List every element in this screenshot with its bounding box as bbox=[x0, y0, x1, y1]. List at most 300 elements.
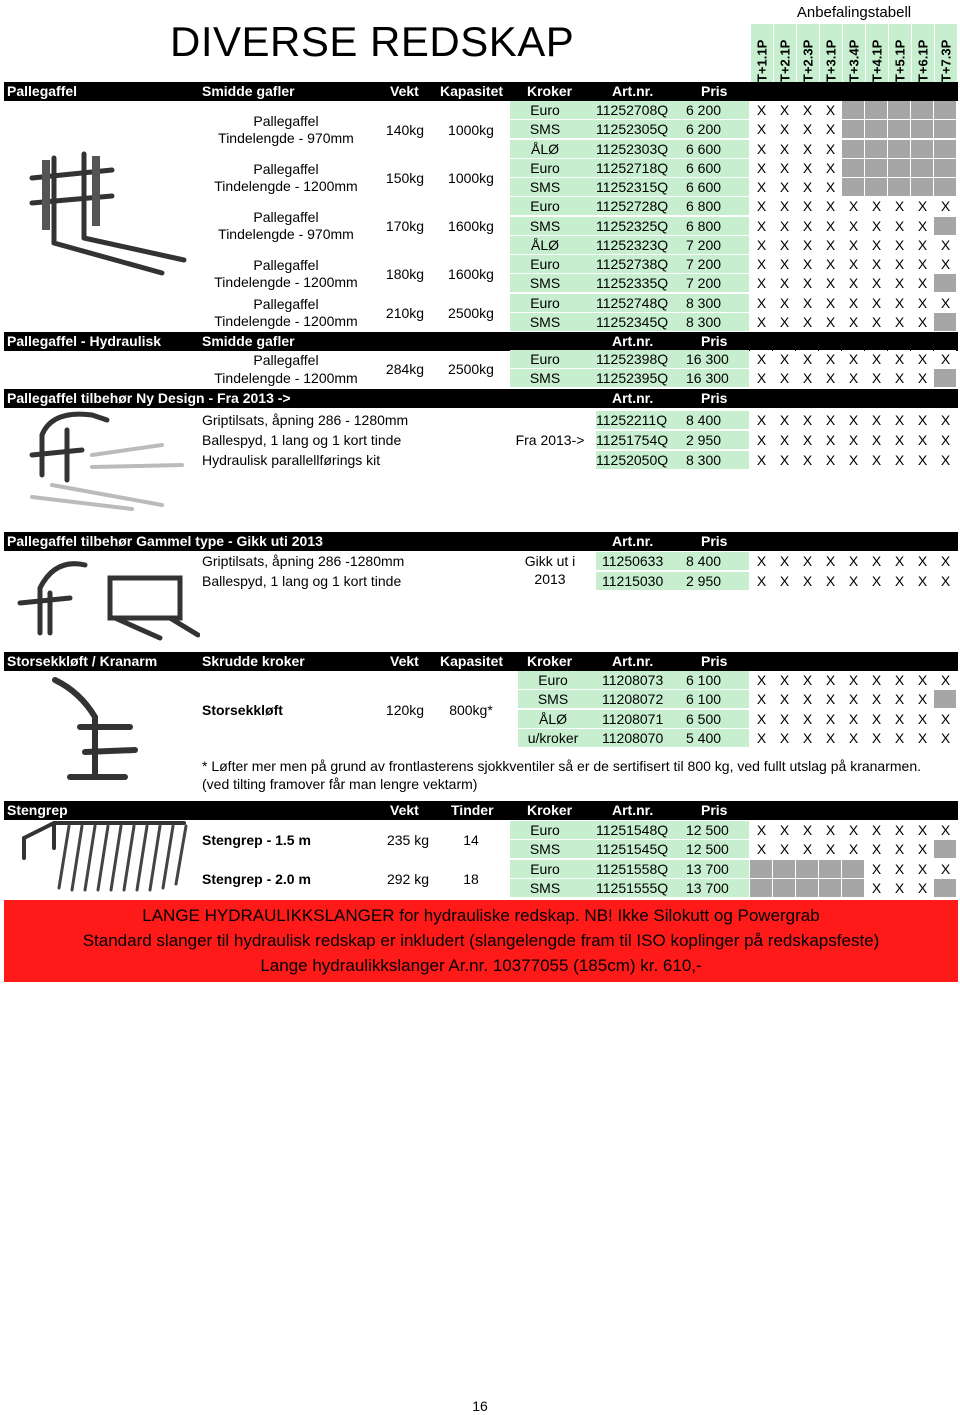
compat-cell bbox=[888, 159, 910, 177]
compat-mark: X bbox=[917, 294, 928, 311]
pris-cell: 7 200 bbox=[686, 256, 722, 272]
tractor-column bbox=[773, 24, 796, 84]
compat-mark: X bbox=[779, 256, 790, 272]
compat-mark: X bbox=[756, 351, 767, 367]
compat-cell bbox=[750, 860, 772, 878]
compat-mark: X bbox=[917, 553, 928, 569]
pris-cell: 6 600 bbox=[686, 179, 722, 195]
header-kapasitet: Kapasitet bbox=[440, 653, 504, 669]
compat-mark: X bbox=[871, 710, 882, 727]
compat-mark: X bbox=[802, 294, 813, 311]
header-artnr: Art.nr. bbox=[612, 333, 654, 349]
tractor-label: T+3.1P bbox=[823, 39, 839, 82]
compat-mark: X bbox=[940, 729, 951, 746]
tractor-label: T+1.1P bbox=[754, 39, 770, 82]
artnr-cell: 11252728Q bbox=[596, 198, 669, 215]
kroker-cell: Euro bbox=[530, 822, 560, 838]
tractor-columns bbox=[750, 24, 958, 84]
compat-mark: X bbox=[802, 179, 813, 195]
artnr-cell: 11252211Q bbox=[596, 412, 668, 428]
compat-cell bbox=[865, 178, 887, 196]
artnr-cell: 11215030 bbox=[602, 573, 664, 589]
artnr-cell: 11252395Q bbox=[596, 370, 669, 387]
header-type: Smidde gafler bbox=[202, 83, 295, 99]
tractor-column bbox=[750, 24, 773, 84]
compat-mark: X bbox=[756, 841, 767, 858]
artnr-cell: 11252303Q bbox=[596, 140, 669, 157]
header-pris: Pris bbox=[701, 533, 728, 549]
artnr-cell: 11250633 bbox=[602, 553, 664, 569]
compat-mark: X bbox=[848, 432, 859, 448]
compat-mark: X bbox=[779, 159, 790, 176]
kroker-cell: SMS bbox=[529, 179, 561, 195]
compat-mark: X bbox=[917, 729, 928, 746]
accessory-desc: Griptilsats, åpning 286 - 1280mm bbox=[202, 412, 409, 428]
pris-cell: 5 400 bbox=[686, 729, 722, 746]
header-vekt: Vekt bbox=[390, 802, 419, 818]
vekt-cell: 120kg bbox=[385, 702, 425, 718]
kroker-cell: SMS bbox=[529, 841, 561, 858]
product-length: Tindelengde - 1200mm bbox=[214, 312, 358, 329]
compat-cell bbox=[842, 101, 864, 119]
compat-mark: X bbox=[825, 198, 836, 215]
compat-mark: X bbox=[756, 729, 767, 746]
vekt-cell: 150kg bbox=[385, 170, 425, 186]
gikk-label-2: 2013 bbox=[534, 571, 566, 587]
compat-cell bbox=[911, 159, 933, 177]
compat-mark: X bbox=[756, 313, 767, 330]
header-type: Smidde gafler bbox=[202, 333, 295, 349]
compat-mark: X bbox=[894, 729, 905, 746]
kapasitet-cell: 1000kg bbox=[448, 170, 494, 186]
kroker-cell: SMS bbox=[529, 370, 561, 387]
compat-mark: X bbox=[894, 412, 905, 428]
compat-mark: X bbox=[894, 294, 905, 311]
product-name: Pallegaffel bbox=[253, 161, 319, 177]
compat-mark: X bbox=[825, 553, 836, 569]
pris-cell: 12 500 bbox=[686, 822, 729, 838]
compat-mark: X bbox=[779, 236, 790, 253]
tractor-column bbox=[865, 24, 888, 84]
header-pris: Pris bbox=[701, 390, 728, 406]
section-header-storsekkloft bbox=[4, 652, 958, 671]
footnote: * Løfter mer men på grund av frontlasterens sjokkventiler så er de sertifisert til 800 kg, ved fullt utslag på kranarmen. bbox=[202, 758, 921, 774]
kapasitet-cell: 2500kg bbox=[448, 361, 494, 377]
product-length: Tindelengde - 1200mm bbox=[214, 178, 358, 194]
pris-cell: 12 500 bbox=[686, 841, 729, 858]
product-name: Pallegaffel bbox=[253, 209, 319, 226]
section-header-pallegaffel bbox=[4, 82, 958, 101]
vekt-cell: 210kg bbox=[385, 304, 425, 321]
compat-mark: X bbox=[802, 159, 813, 176]
pris-cell: 6 800 bbox=[686, 198, 722, 215]
compat-mark: X bbox=[871, 370, 882, 387]
artnr-cell: 11208071 bbox=[602, 710, 664, 727]
pris-cell: 6 200 bbox=[686, 121, 722, 138]
accessory-desc: Hydraulisk parallellførings kit bbox=[202, 452, 381, 468]
compat-mark: X bbox=[779, 102, 790, 118]
compat-mark: X bbox=[894, 313, 905, 330]
compat-mark: X bbox=[779, 691, 790, 708]
pris-cell: 2 950 bbox=[686, 573, 722, 589]
compat-cell bbox=[842, 879, 864, 897]
compat-mark: X bbox=[940, 822, 951, 838]
compat-mark: X bbox=[779, 432, 790, 448]
compat-mark: X bbox=[779, 452, 790, 468]
kroker-cell: Euro bbox=[530, 294, 560, 311]
header-artnr: Art.nr. bbox=[612, 533, 654, 549]
compat-mark: X bbox=[825, 452, 836, 468]
compat-mark: X bbox=[802, 672, 813, 688]
compat-mark: X bbox=[802, 256, 813, 272]
compat-mark: X bbox=[848, 691, 859, 708]
compat-mark: X bbox=[756, 822, 767, 838]
artnr-cell: 11208073 bbox=[602, 672, 664, 688]
kroker-cell: ÅLØ bbox=[530, 236, 559, 253]
page-number: 16 bbox=[472, 1398, 488, 1414]
compat-cell bbox=[773, 860, 795, 878]
compat-mark: X bbox=[756, 256, 767, 272]
compat-cell bbox=[934, 217, 956, 235]
tractor-column bbox=[911, 24, 934, 84]
compat-mark: X bbox=[917, 822, 928, 838]
section-header-hydraulisk bbox=[4, 332, 958, 351]
tractor-column bbox=[842, 24, 865, 84]
compat-mark: X bbox=[917, 217, 928, 234]
artnr-cell: 11252708Q bbox=[596, 102, 669, 118]
pris-cell: 6 500 bbox=[686, 710, 722, 727]
product-name: Pallegaffel bbox=[253, 295, 319, 312]
compat-mark: X bbox=[802, 710, 813, 727]
compat-mark: X bbox=[848, 294, 859, 311]
artnr-cell: 11252345Q bbox=[596, 313, 669, 330]
compat-cell bbox=[934, 120, 956, 138]
compat-mark: X bbox=[825, 217, 836, 234]
compat-mark: X bbox=[871, 553, 882, 569]
tractor-label: T+2.3P bbox=[800, 39, 816, 82]
product-length: Tindelengde - 970mm bbox=[218, 129, 354, 146]
compat-mark: X bbox=[917, 256, 928, 272]
compat-mark: X bbox=[848, 217, 859, 234]
tractor-label: T+3.4P bbox=[846, 39, 862, 82]
stengrep-image bbox=[14, 818, 194, 898]
compat-mark: X bbox=[848, 236, 859, 253]
artnr-cell: 11251545Q bbox=[596, 841, 669, 858]
gikk-label-1: Gikk ut i bbox=[524, 553, 576, 569]
vekt-cell: 170kg bbox=[385, 218, 425, 235]
pris-cell: 7 200 bbox=[686, 236, 722, 253]
artnr-cell: 11208072 bbox=[602, 691, 664, 708]
banner-line-2: Standard slanger til hydraulisk redskap er inkludert (slangelengde fram til ISO koplinger på redskapsfeste) bbox=[82, 931, 880, 950]
pris-cell: 13 700 bbox=[686, 879, 729, 896]
compat-mark: X bbox=[871, 573, 882, 589]
footnote: (ved tilting framover får man lengre vektarm) bbox=[202, 776, 478, 792]
compat-mark: X bbox=[894, 370, 905, 387]
compat-mark: X bbox=[779, 121, 790, 138]
compat-mark: X bbox=[825, 351, 836, 367]
header-pris: Pris bbox=[701, 83, 728, 99]
compat-cell bbox=[934, 879, 956, 897]
compat-mark: X bbox=[802, 370, 813, 387]
compat-mark: X bbox=[894, 452, 905, 468]
compat-cell bbox=[911, 140, 933, 158]
compat-cell bbox=[750, 879, 772, 897]
compat-mark: X bbox=[802, 140, 813, 157]
compat-cell bbox=[934, 274, 956, 292]
compat-cell bbox=[773, 879, 795, 897]
kroker-cell: Euro bbox=[530, 198, 560, 215]
compat-mark: X bbox=[871, 217, 882, 234]
vekt-cell: 235 kg bbox=[386, 832, 430, 848]
compat-mark: X bbox=[848, 553, 859, 569]
compat-mark: X bbox=[756, 121, 767, 138]
compat-mark: X bbox=[940, 710, 951, 727]
compat-mark: X bbox=[779, 179, 790, 195]
compat-mark: X bbox=[779, 140, 790, 157]
compat-mark: X bbox=[894, 573, 905, 589]
tinder-cell: 14 bbox=[463, 832, 479, 848]
storsekkloft-image bbox=[40, 672, 150, 792]
compat-cell bbox=[934, 369, 956, 387]
compat-mark: X bbox=[871, 198, 882, 215]
compat-mark: X bbox=[825, 159, 836, 176]
compat-mark: X bbox=[940, 573, 951, 589]
compat-mark: X bbox=[779, 275, 790, 292]
compat-mark: X bbox=[917, 841, 928, 858]
page-title: DIVERSE REDSKAP bbox=[170, 18, 575, 65]
kroker-cell: Euro bbox=[530, 159, 560, 176]
compat-mark: X bbox=[894, 275, 905, 292]
compat-mark: X bbox=[756, 370, 767, 387]
compat-mark: X bbox=[825, 729, 836, 746]
compat-mark: X bbox=[940, 553, 951, 569]
compat-cell bbox=[888, 101, 910, 119]
compat-mark: X bbox=[825, 841, 836, 858]
compat-mark: X bbox=[871, 294, 882, 311]
vekt-cell: 180kg bbox=[385, 266, 425, 283]
compat-mark: X bbox=[848, 841, 859, 858]
kroker-cell: SMS bbox=[529, 121, 561, 138]
artnr-cell: 11251754Q bbox=[596, 432, 669, 448]
tractor-column bbox=[819, 24, 842, 84]
compat-mark: X bbox=[756, 294, 767, 311]
pris-cell: 2 950 bbox=[686, 432, 722, 448]
compat-mark: X bbox=[848, 313, 859, 330]
compat-mark: X bbox=[825, 294, 836, 311]
section-header-gammel-type bbox=[4, 532, 958, 551]
compat-mark: X bbox=[894, 217, 905, 234]
compat-mark: X bbox=[940, 256, 951, 272]
compat-mark: X bbox=[940, 412, 951, 428]
header-product: Pallegaffel bbox=[7, 83, 78, 99]
kapasitet-cell: 800kg* bbox=[449, 702, 493, 718]
header-artnr: Art.nr. bbox=[612, 83, 654, 99]
compat-mark: X bbox=[802, 573, 813, 589]
kroker-cell: SMS bbox=[529, 217, 561, 234]
compat-mark: X bbox=[825, 672, 836, 688]
compat-mark: X bbox=[779, 412, 790, 428]
header-artnr: Art.nr. bbox=[612, 802, 654, 818]
fra-label: Fra 2013-> bbox=[515, 432, 585, 448]
compat-mark: X bbox=[802, 121, 813, 138]
compat-cell bbox=[911, 101, 933, 119]
header-kapasitet: Kapasitet bbox=[440, 83, 504, 99]
header-vekt: Vekt bbox=[390, 83, 419, 99]
pris-cell: 6 100 bbox=[686, 691, 722, 708]
compat-mark: X bbox=[894, 236, 905, 253]
header-type: Skrudde kroker bbox=[202, 653, 305, 669]
compat-mark: X bbox=[825, 432, 836, 448]
gammel-type-accessory-image bbox=[10, 553, 200, 648]
kapasitet-cell: 1600kg bbox=[448, 266, 494, 283]
compat-mark: X bbox=[871, 691, 882, 708]
artnr-cell: 11252050Q bbox=[596, 452, 669, 468]
header-vekt: Vekt bbox=[390, 653, 419, 669]
header-product: Pallegaffel tilbehør Gammel type - Gikk uti 2013 bbox=[7, 533, 323, 549]
compat-mark: X bbox=[848, 822, 859, 838]
compat-mark: X bbox=[917, 452, 928, 468]
artnr-cell: 11252323Q bbox=[596, 236, 669, 253]
compat-mark: X bbox=[756, 102, 767, 118]
vekt-cell: 284kg bbox=[385, 361, 425, 377]
compat-mark: X bbox=[825, 691, 836, 708]
compat-mark: X bbox=[917, 351, 928, 367]
header-product: Pallegaffel tilbehør Ny Design - Fra 2013 -> bbox=[7, 390, 291, 406]
compat-mark: X bbox=[917, 879, 928, 896]
compat-mark: X bbox=[779, 573, 790, 589]
hydraulic-hoses-banner bbox=[4, 900, 958, 982]
kroker-cell: ÅLØ bbox=[538, 710, 567, 727]
accessory-desc: Ballespyd, 1 lang og 1 kort tinde bbox=[202, 432, 402, 448]
pris-cell: 6 600 bbox=[686, 159, 722, 176]
tractor-label: T+4.1P bbox=[869, 39, 885, 82]
kroker-cell: SMS bbox=[529, 275, 561, 292]
compat-mark: X bbox=[871, 860, 882, 877]
compat-mark: X bbox=[940, 236, 951, 253]
accessory-desc: Ballespyd, 1 lang og 1 kort tinde bbox=[202, 573, 402, 589]
compat-mark: X bbox=[779, 841, 790, 858]
compat-mark: X bbox=[756, 198, 767, 215]
compat-mark: X bbox=[802, 351, 813, 367]
vekt-cell: 292 kg bbox=[386, 870, 430, 887]
pris-cell: 6 600 bbox=[686, 140, 722, 157]
banner-line-1: LANGE HYDRAULIKKSLANGER for hydrauliske redskap. NB! Ikke Silokutt og Powergrab bbox=[142, 906, 820, 925]
compat-mark: X bbox=[848, 256, 859, 272]
compat-cell bbox=[865, 120, 887, 138]
compat-cell bbox=[911, 120, 933, 138]
compat-mark: X bbox=[894, 432, 905, 448]
compat-mark: X bbox=[940, 198, 951, 215]
compat-mark: X bbox=[802, 412, 813, 428]
accessory-desc: Griptilsats, åpning 286 -1280mm bbox=[202, 553, 405, 569]
header-pris: Pris bbox=[701, 802, 728, 818]
kroker-cell: SMS bbox=[529, 879, 561, 896]
compat-mark: X bbox=[871, 351, 882, 367]
compat-mark: X bbox=[802, 275, 813, 292]
compat-mark: X bbox=[894, 553, 905, 569]
compat-mark: X bbox=[848, 351, 859, 367]
product-name: Pallegaffel bbox=[253, 112, 319, 129]
compat-mark: X bbox=[825, 121, 836, 138]
kapasitet-cell: 1000kg bbox=[448, 121, 494, 138]
compat-cell bbox=[842, 159, 864, 177]
pallet-fork-image bbox=[12, 148, 192, 288]
compat-mark: X bbox=[802, 452, 813, 468]
kroker-cell: Euro bbox=[530, 102, 560, 118]
compat-mark: X bbox=[756, 710, 767, 727]
pris-cell: 8 400 bbox=[686, 553, 722, 569]
header-pris: Pris bbox=[701, 653, 728, 669]
product-length: Tindelengde - 970mm bbox=[218, 226, 354, 243]
compat-mark: X bbox=[779, 672, 790, 688]
compat-mark: X bbox=[848, 710, 859, 727]
compat-mark: X bbox=[756, 412, 767, 428]
compat-mark: X bbox=[825, 822, 836, 838]
compat-mark: X bbox=[756, 275, 767, 292]
pris-cell: 6 100 bbox=[686, 672, 722, 688]
kapasitet-cell: 2500kg bbox=[448, 304, 494, 321]
product-name: Pallegaffel bbox=[253, 352, 319, 368]
compat-mark: X bbox=[802, 729, 813, 746]
artnr-cell: 11252325Q bbox=[596, 217, 669, 234]
compat-cell bbox=[819, 860, 841, 878]
compat-mark: X bbox=[871, 313, 882, 330]
artnr-cell: 11252748Q bbox=[596, 294, 669, 311]
header-artnr: Art.nr. bbox=[612, 653, 654, 669]
compat-mark: X bbox=[756, 432, 767, 448]
header-product: Stengrep bbox=[7, 802, 68, 818]
pris-cell: 16 300 bbox=[686, 351, 729, 367]
compat-mark: X bbox=[871, 822, 882, 838]
compat-cell bbox=[842, 860, 864, 878]
compat-mark: X bbox=[825, 710, 836, 727]
compat-mark: X bbox=[917, 275, 928, 292]
compat-mark: X bbox=[917, 432, 928, 448]
compat-mark: X bbox=[871, 432, 882, 448]
compat-mark: X bbox=[871, 879, 882, 896]
artnr-cell: 11252738Q bbox=[596, 256, 669, 272]
pris-cell: 8 400 bbox=[686, 412, 722, 428]
compat-mark: X bbox=[940, 452, 951, 468]
vekt-cell: 140kg bbox=[385, 121, 425, 138]
header-tinder: Tinder bbox=[451, 802, 494, 818]
compat-mark: X bbox=[779, 351, 790, 367]
artnr-cell: 11251555Q bbox=[596, 879, 669, 896]
kroker-cell: u/kroker bbox=[527, 729, 579, 746]
compat-mark: X bbox=[894, 672, 905, 688]
compat-mark: X bbox=[779, 370, 790, 387]
compat-mark: X bbox=[756, 217, 767, 234]
compat-mark: X bbox=[871, 256, 882, 272]
tractor-column bbox=[888, 24, 911, 84]
compat-mark: X bbox=[940, 351, 951, 367]
compat-mark: X bbox=[825, 140, 836, 157]
compat-mark: X bbox=[871, 412, 882, 428]
pris-cell: 8 300 bbox=[686, 452, 722, 468]
tractor-label: T+2.1P bbox=[777, 39, 793, 82]
tractor-label: T+7.3P bbox=[938, 39, 954, 82]
compat-mark: X bbox=[917, 691, 928, 708]
compat-mark: X bbox=[848, 275, 859, 292]
compat-mark: X bbox=[825, 412, 836, 428]
compat-cell bbox=[934, 840, 956, 858]
compat-mark: X bbox=[756, 179, 767, 195]
compat-mark: X bbox=[940, 860, 951, 877]
compat-mark: X bbox=[917, 710, 928, 727]
compat-mark: X bbox=[756, 691, 767, 708]
compat-mark: X bbox=[871, 841, 882, 858]
kroker-cell: Euro bbox=[530, 860, 560, 877]
